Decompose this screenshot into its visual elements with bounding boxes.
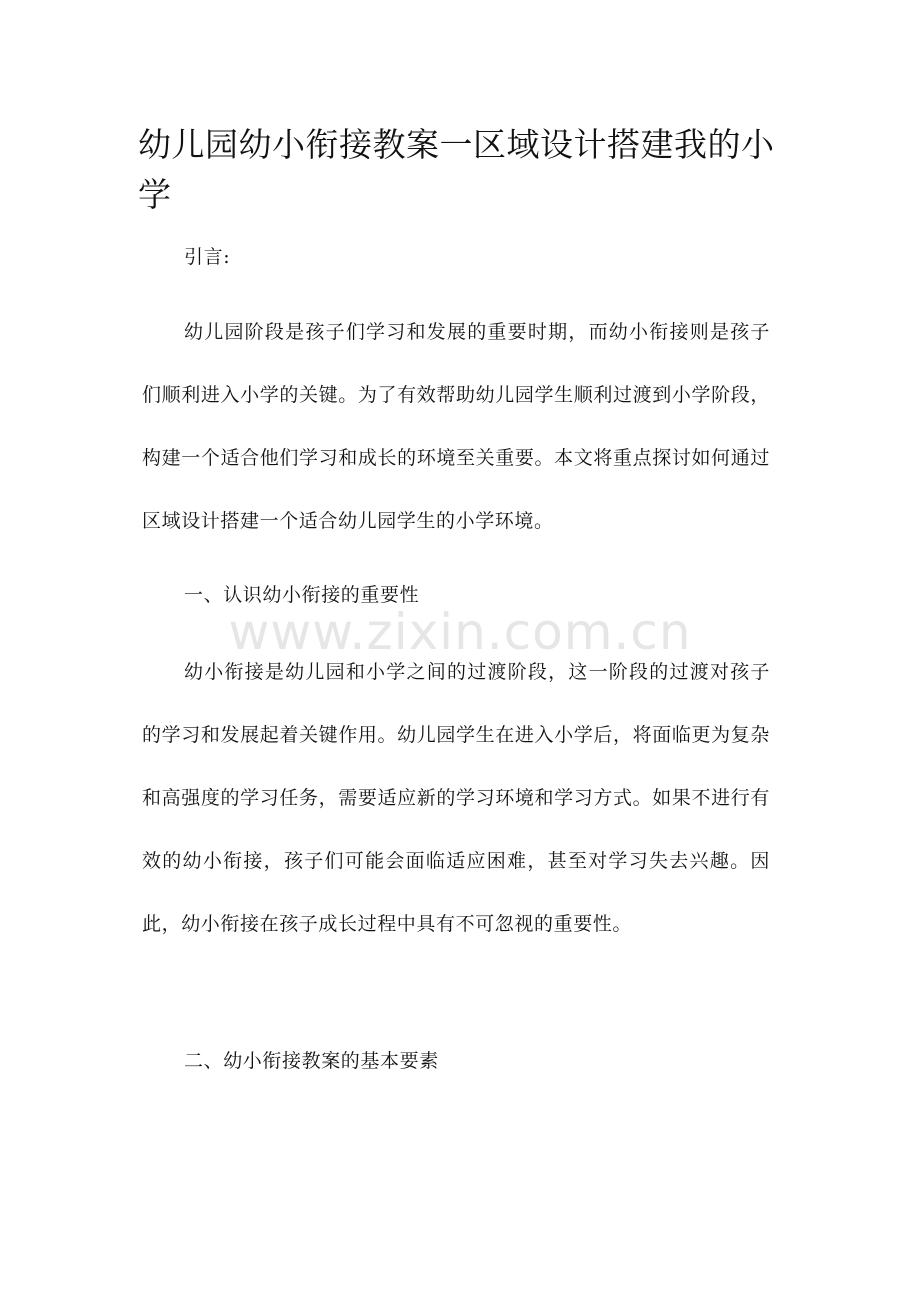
intro-label: 引言: — [184, 246, 231, 268]
section-heading-1: 一、认识幼小衔接的重要性 — [184, 584, 420, 606]
document-title: 幼儿园幼小衔接教案一区域设计搭建我的小学 — [138, 125, 775, 214]
watermark: www.zixin.com.cn — [228, 603, 692, 661]
section-1-paragraph: 幼小衔接是幼儿园和小学之间的过渡阶段，这一阶段的过渡对孩子的学习和发展起着关键作用。幼儿园学生在进入小学后，将面临更为复杂和高强度的学习任务，需要适应新的学习环境和学习方式。如果不进行有效的幼小衔接，孩子们可能会面临适应困难，甚至对学习失去兴趣。因此，幼小衔接在孩子成长过程中具有不可忽视的重要性。 — [142, 661, 770, 935]
intro-paragraph: 幼儿园阶段是孩子们学习和发展的重要时期，而幼小衔接则是孩子们顺利进入小学的关键。为了有效帮助幼儿园学生顺利过渡到小学阶段，构建一个适合他们学习和成长的环境至关重要。本文将重点探讨如何通过区域设计搭建一个适合幼儿园学生的小学环境。 — [142, 321, 770, 532]
section-heading-2: 二、幼小衔接教案的基本要素 — [184, 1050, 439, 1072]
